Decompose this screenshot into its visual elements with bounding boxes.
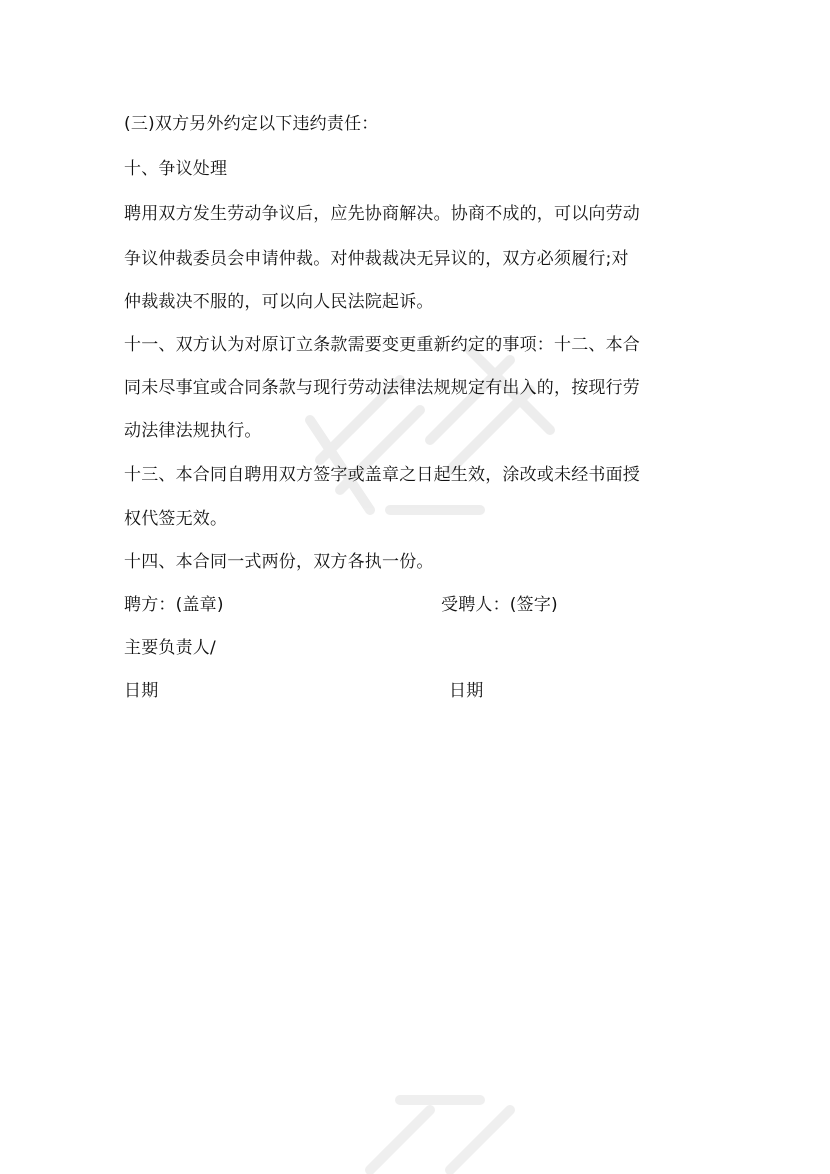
section-11-line-3: 动法律法规执行。 (124, 421, 262, 441)
section-11-line-1: 十一、双方认为对原订立条款需要变更重新约定的事项：十二、本合 (124, 335, 640, 355)
watermark-bottom-icon (250, 1060, 610, 1174)
section-11-line-2: 同未尽事宜或合同条款与现行劳动法律法规规定有出入的，按现行劳 (124, 378, 640, 398)
dispute-paragraph-line-2: 争议仲裁委员会申请仲裁。对仲裁裁决无异议的，双方必须履行;对 (124, 249, 629, 269)
employer-seal-label: 聘方：(盖章) (124, 595, 224, 615)
section-13-line-1: 十三、本合同自聘用双方签字或盖章之日起生效，涂改或未经书面授 (124, 465, 640, 485)
dispute-paragraph-line-1: 聘用双方发生劳动争议后，应先协商解决。协商不成的，可以向劳动 (124, 204, 640, 224)
employer-date-label: 日期 (124, 681, 159, 701)
section-14: 十四、本合同一式两份，双方各执一份。 (124, 552, 434, 572)
clause-3-breach: (三)双方另外约定以下违约责任： (124, 114, 379, 134)
section-10-heading: 十、争议处理 (124, 159, 228, 179)
leader-label: 主要负责人/ (124, 638, 216, 658)
dispute-paragraph-line-3: 仲裁裁决不服的，可以向人民法院起诉。 (124, 292, 434, 312)
section-13-line-2: 权代签无效。 (124, 509, 228, 529)
employee-signature-label: 受聘人：(签字) (441, 595, 558, 615)
employee-date-label: 日期 (449, 681, 484, 701)
